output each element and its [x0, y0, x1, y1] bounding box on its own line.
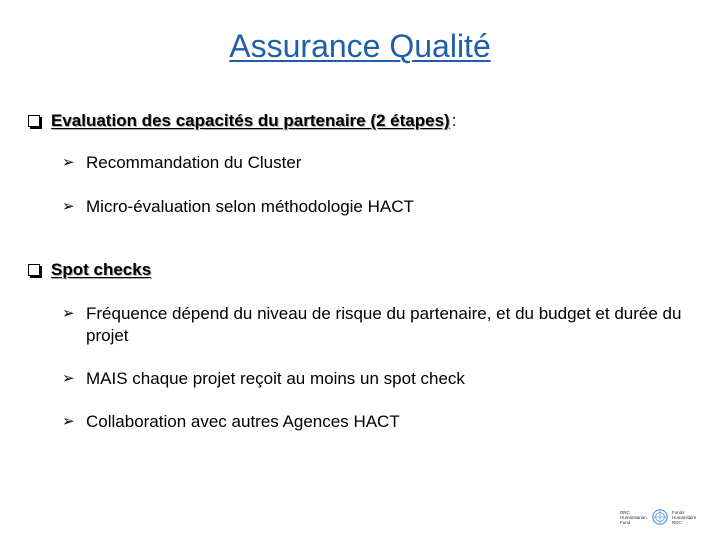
logo-line: Fund	[620, 519, 631, 525]
slide-title: Assurance Qualité	[229, 28, 491, 64]
list-item	[62, 152, 702, 174]
arrow-bullet-icon: ➢	[62, 413, 75, 430]
list-item	[62, 303, 702, 347]
section-spot-checks	[28, 260, 151, 280]
section-heading-colon: :	[451, 111, 457, 130]
list-item-text: Collaboration avec autres Agences HACT	[86, 412, 400, 431]
list-item-text: Micro-évaluation selon méthodologie HACT	[86, 197, 414, 216]
list-item-text: MAIS chaque projet reçoit au moins un spot check	[86, 369, 465, 388]
arrow-bullet-icon: ➢	[62, 198, 75, 215]
section-heading: Spot checks	[51, 260, 152, 279]
section-capacity-evaluation	[28, 111, 456, 131]
arrow-bullet-icon: ➢	[62, 370, 75, 387]
logo-text-fr	[672, 510, 696, 525]
list-item-text: Fréquence dépend du niveau de risque du partenaire, et du budget et durée du projet	[86, 304, 682, 345]
list-item	[62, 196, 702, 218]
checkbox-bullet-icon	[28, 264, 40, 276]
arrow-bullet-icon: ➢	[62, 305, 75, 322]
logo-line: DRC	[620, 509, 630, 515]
logo-text-en	[620, 510, 648, 525]
logo-line: Humanitaire	[672, 514, 697, 520]
logo-line: RDC	[672, 519, 682, 525]
un-emblem-icon	[652, 509, 668, 525]
logo-line: Fonds	[672, 509, 685, 515]
checkbox-bullet-icon	[28, 115, 40, 127]
arrow-bullet-icon: ➢	[62, 154, 75, 171]
section-heading: Evaluation des capacités du partenaire (2 étapes)	[51, 111, 450, 130]
list-item	[62, 411, 702, 433]
list-item-text: Recommandation du Cluster	[86, 153, 302, 172]
list-item	[62, 368, 702, 390]
fund-logo	[620, 509, 696, 525]
logo-line: Humanitarian	[620, 514, 647, 520]
